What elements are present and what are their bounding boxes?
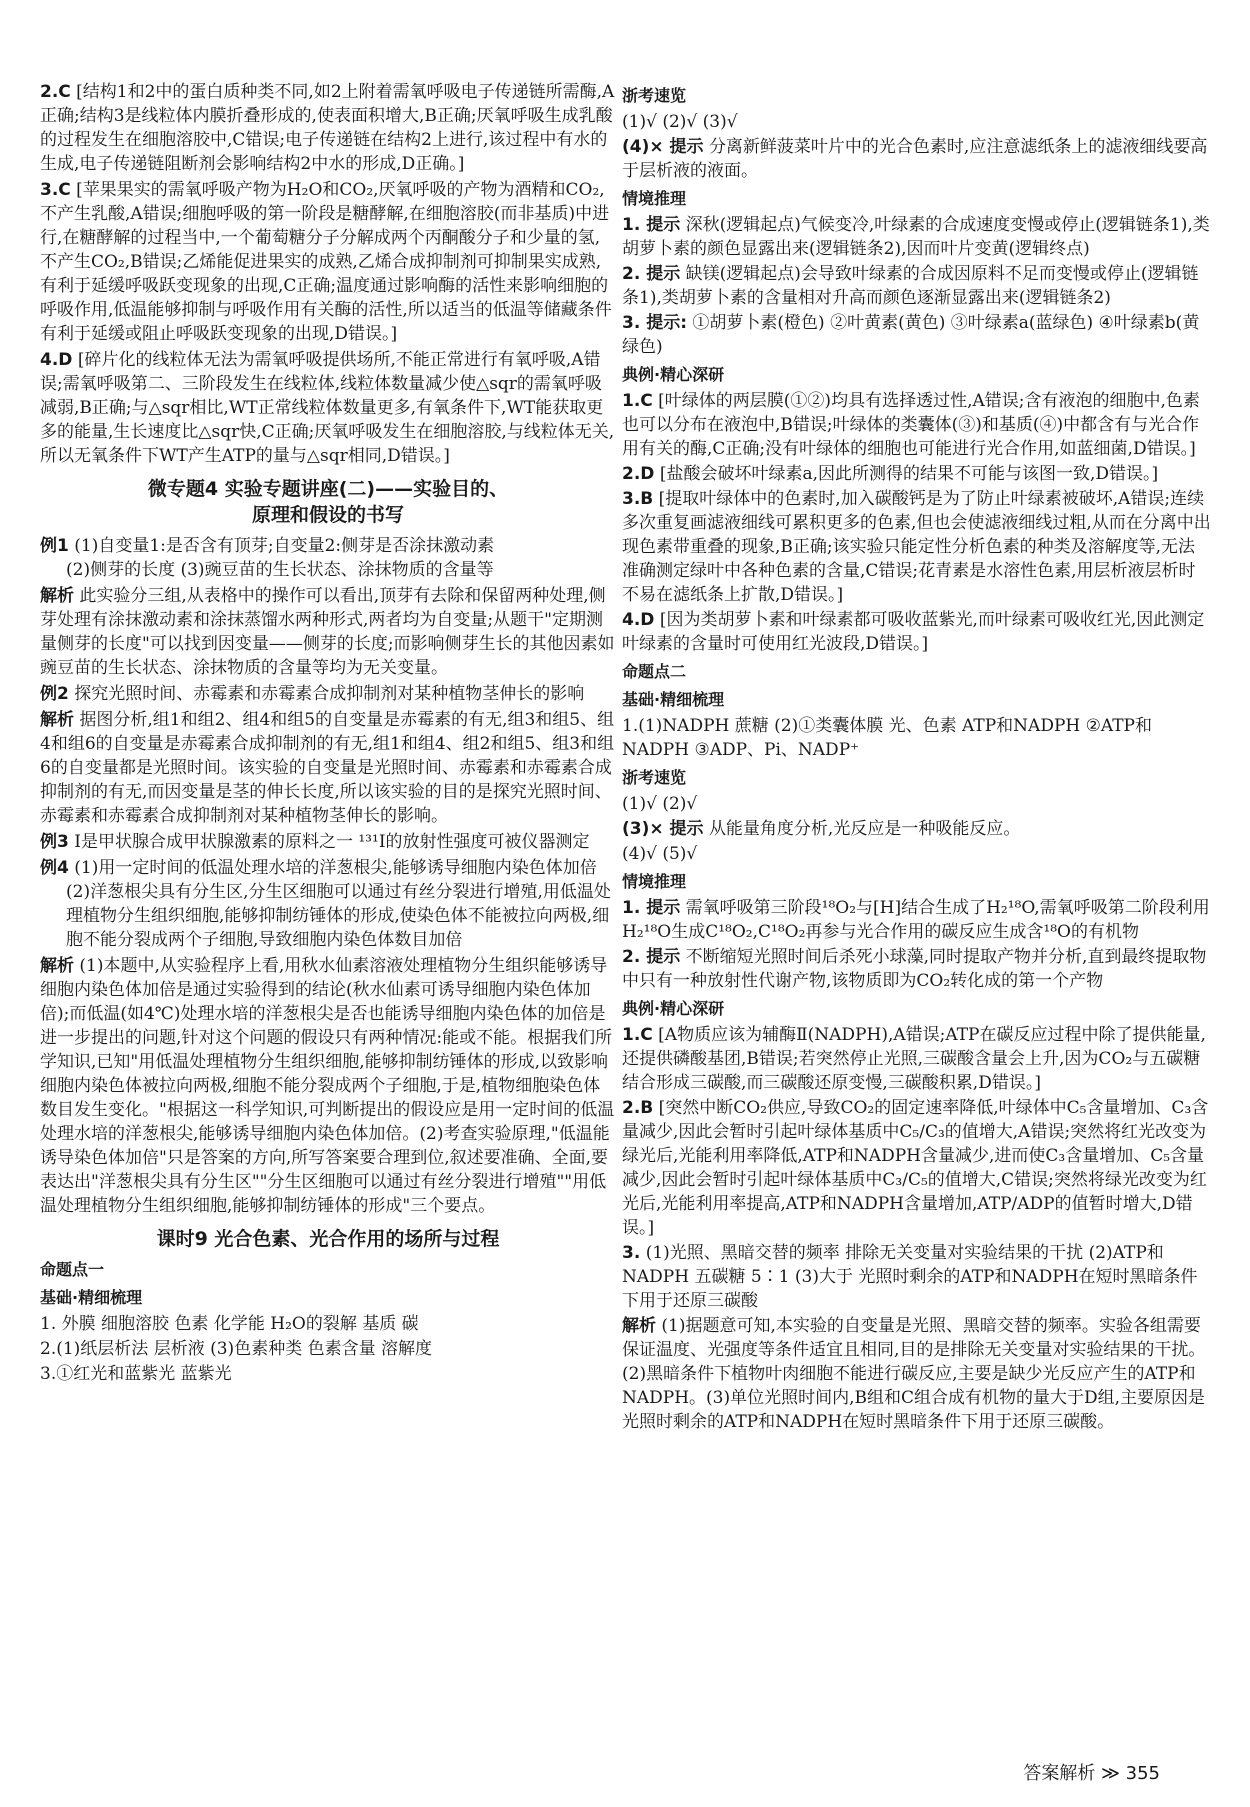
example-line: (2)侧芽的长度 (3)豌豆苗的生长状态、涂抹物质的含量等 xyxy=(66,560,494,580)
dl2-item-text: [A物质应该为辅酶Ⅱ(NADPH),A错误;ATP在碳反应过程中除了提供能量,还提供磷酸基团,B错误;若突然停止光照,三碳酸含量会上升,因为CO₂与五碳糖结合形成三碳酸,而三碳酸还原变慢,三碳酸积累,D错误。] xyxy=(622,1025,1206,1093)
zk-item-4 xyxy=(622,135,1212,183)
dl-item-num: 4.D xyxy=(622,610,655,630)
qj-item-text: ①胡萝卜素(橙色) ②叶黄素(黄色) ③叶绿素a(蓝绿色) ④叶绿素b(黄绿色) xyxy=(622,313,1200,357)
answer-item xyxy=(40,348,616,468)
dl2-item xyxy=(622,1023,1212,1095)
qj2-item-text: 需氧呼吸第三阶段¹⁸O₂与[H]结合生成了H₂¹⁸O,需氧呼吸第二阶段利用H₂¹⁸O生成C¹⁸O₂,C¹⁸O₂再参与光合作用的碳反应生成含¹⁸O的有机物 xyxy=(622,898,1210,942)
zk2-item-3 xyxy=(622,817,1212,841)
example-list xyxy=(40,534,616,1218)
example-line: (1)自变量1:是否含有顶芽;自变量2:侧芽是否涂抹激动素 xyxy=(74,536,495,556)
answer-item xyxy=(40,178,616,346)
basis-line: 1. 外膜 细胞溶胶 色素 化学能 H₂O的裂解 基质 碳 xyxy=(40,1314,419,1334)
analysis xyxy=(622,1314,1212,1434)
qj-item-text: 缺镁(逻辑起点)会导致叶绿素的合成因原料不足而变慢或停止(逻辑链条1),类胡萝卜素的含量相对升高而颜色逐渐显露出来(逻辑链条2) xyxy=(622,264,1199,308)
qj2-heading: 情境推理 xyxy=(622,872,687,891)
basis-heading: 基础·精细梳理 xyxy=(40,1288,143,1307)
qj-item-text: 深秋(逻辑起点)气候变冷,叶绿素的合成速度变慢或停止(逻辑链条1),类胡萝卜素的颜色显露出来(逻辑链条2),因而叶片变黄(逻辑终点) xyxy=(622,215,1210,259)
dl-item-text: [盐酸会破坏叶绿素a,因此所测得的结果不可能与该图一致,D错误。] xyxy=(659,464,1159,484)
dl2-item-num: 3. xyxy=(622,1243,641,1263)
answer-text: [苹果果实的需氧呼吸产物为H₂O和CO₂,厌氧呼吸的产物为酒精和CO₂,不产生乳酸,A错误;细胞呼吸的第一阶段是糖酵解,在细胞溶胶(而非基质)中进行,在糖酵解的过程当中,一个葡萄糖分子分解成两个丙酮酸分子和少量的氢,不产生CO₂,B错误;乙烯能促进果实的成熟,乙烯合成抑制剂可抑制果实成熟,有利于延缓呼吸跃变现象的出现,C正确;温度通过影响酶的活性来影响细胞的呼吸作用,低温能够抑制与呼吸作用有关酶的活性,所以适当的低温等储藏条件有利于延缓或阻止呼吸跃变现象的出现,D错误。] xyxy=(40,180,612,344)
dl-item-text: [提取叶绿体中的色素时,加入碳酸钙是为了防止叶绿素被破坏,A错误;连续多次重复画滤液细线可累积更多的色素,但也会使滤液细线过粗,从而在分离中出现色素带重叠的现象,B正确;该实验只能定性分析色素的种类及溶解度等,无法准确测定绿叶中各种色素的含量,C错误;花青素是水溶性色素,用层析液层析时不易在滤纸条上扩散,D错误。] xyxy=(622,489,1211,605)
qj-item-head: 2. 提示 xyxy=(622,264,681,284)
example-line: 探究光照时间、赤霉素和赤霉素合成抑制剂对某种植物茎伸长的影响 xyxy=(74,684,585,704)
qj2-item xyxy=(622,945,1212,993)
dl-item xyxy=(622,389,1212,461)
example-item xyxy=(40,954,616,1218)
qj-item-head: 1. 提示 xyxy=(622,215,681,235)
answer-number: 3.C xyxy=(40,180,71,200)
example-head: 解析 xyxy=(40,586,74,606)
zk2-item-head: (3)× 提示 xyxy=(622,819,704,839)
basis-line: 2.(1)纸层析法 层析液 (3)色素种类 色素含量 溶解度 xyxy=(40,1339,432,1359)
point-one-heading: 命题点一 xyxy=(40,1260,105,1279)
example-item xyxy=(40,708,616,828)
zk2-last-line: (4)√ (5)√ xyxy=(622,844,698,864)
right-column xyxy=(622,80,1212,1435)
dl-heading: 典例·精心深研 xyxy=(622,365,725,384)
zk2-heading: 浙考速览 xyxy=(622,768,687,787)
zk2-line: (1)√ (2)√ xyxy=(622,794,698,814)
zk-item-head: (4)× 提示 xyxy=(622,137,704,157)
analysis-text: (1)据题意可知,本实验的自变量是光照、黑暗交替的频率。实验各组需要保证温度、光强度等条件适宜且相同,目的是排除无关变量对实验结果的干扰。(2)黑暗条件下植物叶肉细胞不能进行碳反应,主要是缺少光反应产生的ATP和NADPH。(3)单位光照时间内,B组和C组合成有机物的量大于D组,主要原因是光照时剩余的ATP和NADPH在短时黑暗条件下用于还原三碳酸。 xyxy=(622,1316,1206,1432)
qj2-item xyxy=(622,896,1212,944)
zk2-item-text: 从能量角度分析,光反应是一种吸能反应。 xyxy=(708,819,1021,839)
micro-title-line2: 原理和假设的书写 xyxy=(251,504,404,526)
dl-item xyxy=(622,487,1212,607)
dl-item-num: 2.D xyxy=(622,464,655,484)
qj-item-head: 3. 提示: xyxy=(622,313,688,333)
basis-line: 3.①红光和蓝紫光 蓝紫光 xyxy=(40,1364,232,1384)
point-two-heading: 命题点二 xyxy=(622,662,687,681)
example-line: (1)用一定时间的低温处理水培的洋葱根尖,能够诱导细胞内染色体加倍 xyxy=(74,858,597,878)
analysis-head: 解析 xyxy=(622,1316,656,1336)
example-item xyxy=(40,830,616,854)
answer-text: [碎片化的线粒体无法为需氧呼吸提供场所,不能正常进行有氧呼吸,A错误;需氧呼吸第二、三阶段发生在线粒体,线粒体数量减少使△sqr的需氧呼吸减弱,B正确;与△sqr相比,WT正常线粒体数量更多,有氧条件下,WT能获取更多的能量,生长速度比△sqr快,C正确;厌氧呼吸发生在细胞溶胶,与线粒体无关,所以无氧条件下WT产生ATP的量与△sqr相同,D错误。] xyxy=(40,350,615,466)
answer-number: 4.D xyxy=(40,350,73,370)
qj2-item-text: 不断缩短光照时间后杀死小球藻,同时提取产物并分析,直到最终提取物中只有一种放射性代谢产物,该物质即为CO₂转化成的第一个产物 xyxy=(622,947,1207,991)
zk-item-text: 分离新鲜菠菜叶片中的光合色素时,应注意滤纸条上的滤液细线要高于层析液的液面。 xyxy=(622,137,1208,181)
qj-item xyxy=(622,311,1212,359)
example-head: 例3 xyxy=(40,832,69,852)
qj-heading: 情境推理 xyxy=(622,189,687,208)
micro-topic-title xyxy=(40,476,616,528)
example-line: (2)洋葱根尖具有分生区,分生区细胞可以通过有丝分裂进行增殖,用低温处理植物分生组织细胞,能够抑制纺锤体的形成,使染色体不能被拉向两极,细胞不能分裂成两个子细胞,导致细胞内染色体数目加倍 xyxy=(66,882,611,950)
dl2-item xyxy=(622,1241,1212,1313)
example-line: 据图分析,组1和组2、组4和组5的自变量是赤霉素的有无,组3和组5、组4和组6的自变量是赤霉素合成抑制剂的有无,组1和组4、组2和组5、组3和组6的自变量都是光照时间。该实验的自变量是光照时间、赤霉素和赤霉素合成抑制剂的有无,而因变量是茎的伸长长度,所以该实验的目的是探究光照时间、赤霉素和赤霉素合成抑制剂对某种植物茎伸长的影响。 xyxy=(40,710,615,826)
example-line: 此实验分三组,从表格中的操作可以看出,顶芽有去除和保留两种处理,侧芽处理有涂抹激动素和涂抹蒸馏水两种形式,两者均为自变量;从题干"定期测量侧芽的长度"可以找到因变量——侧芽的长度;而影响侧芽生长的其他因素如豌豆苗的生长状态、涂抹物质的含量等均为无关变量。 xyxy=(40,586,615,678)
answer-item xyxy=(40,80,616,176)
example-head: 解析 xyxy=(40,956,74,976)
dl-item-text: [因为类胡萝卜素和叶绿素都可吸收蓝紫光,而叶绿素可吸收红光,因此测定叶绿素的含量时可使用红光波段,D错误。] xyxy=(622,610,1205,654)
qj-item xyxy=(622,262,1212,310)
example-item xyxy=(40,534,616,582)
dl-item xyxy=(622,462,1212,486)
example-line: I是甲状腺合成甲状腺激素的原料之一 ¹³¹I的放射性强度可被仪器测定 xyxy=(74,832,590,852)
dl2-item-num: 1.C xyxy=(622,1025,653,1045)
zk-heading: 浙考速览 xyxy=(622,86,687,105)
dl2-item-num: 2.B xyxy=(622,1098,654,1118)
basis2-heading: 基础·精细梳理 xyxy=(622,690,725,709)
example-head: 例2 xyxy=(40,684,69,704)
dl-item-text: [叶绿体的两层膜(①②)均具有选择透过性,A错误;含有液泡的细胞中,色素也可以分布在液泡中,B错误;叶绿体的类囊体(③)和基质(④)中都含有与光合作用有关的酶,C正确;没有叶绿体的细胞也可能进行光合作用,如蓝细菌,D错误。] xyxy=(622,391,1200,459)
dl2-item-text: [突然中断CO₂供应,导致CO₂的固定速率降低,叶绿体中C₅含量增加、C₃含量减少,因此会暂时引起叶绿体基质中C₅/C₃的值增大,A错误;突然将红光改变为绿光后,光能利用率降低,ATP和NADPH含量减少,进而使C₃含量增加、C₅含量减少,因此会暂时引起叶绿体基质中C₃/C₅的值增大,C错误;突然将绿光改变为红光后,光能利用率提高,ATP和NADPH含量增加,ATP/ADP的值暂时增大,D错误。] xyxy=(622,1098,1209,1238)
micro-title-line1: 微专题4 实验专题讲座(二)——实验目的、 xyxy=(147,478,509,500)
dl2-item xyxy=(622,1096,1212,1240)
dl2-item-text: (1)光照、黑暗交替的频率 排除无关变量对实验结果的干扰 (2)ATP和NADPH 五碳糖 5∶1 (3)大于 光照时剩余的ATP和NADPH在短时黑暗条件下用于还原三碳酸 xyxy=(622,1243,1198,1311)
example-head: 解析 xyxy=(40,710,74,730)
example-head: 例4 xyxy=(40,858,69,878)
example-line: (1)本题中,从实验程序上看,用秋水仙素溶液处理植物分生组织能够诱导细胞内染色体加倍是通过实验得到的结论(秋水仙素可诱导细胞内染色体加倍);而低温(如4℃)处理水培的洋葱根尖是否也能诱导细胞内染色体的加倍是进一步提出的问题,针对这个问题的假设只有两种情况:能或不能。根据我们所学知识,已知"用低温处理植物分生组织细胞,能够抑制纺锤体的形成,以致影响细胞内染色体被拉向两极,细胞不能分裂成两个子细胞,于是,植物细胞染色体数目发生变化。"根据这一科学知识,可判断提出的假设应是用一定时间的低温处理水培的洋葱根尖,能够诱导细胞内染色体加倍。(2)考查实验原理,"低温能诱导染色体加倍"只是答案的方向,所写答案要合理到位,叙述要准确、全面,要表达出"洋葱根尖具有分生区""分生区细胞可以通过有丝分裂进行增殖""用低温处理植物分生组织细胞,能够抑制纺锤体的形成"三个要点。 xyxy=(40,956,615,1216)
qj2-item-head: 1. 提示 xyxy=(622,898,681,918)
example-item xyxy=(40,856,616,952)
answer-list-1 xyxy=(40,80,616,468)
left-column xyxy=(40,80,616,1387)
dl2-heading: 典例·精心深研 xyxy=(622,999,725,1018)
qj-item xyxy=(622,213,1212,261)
dl-item-num: 1.C xyxy=(622,391,653,411)
basis2-line: 1.(1)NADPH 蔗糖 (2)①类囊体膜 光、色素 ATP和NADPH ②ATP和NADPH ③ADP、Pi、NADP⁺ xyxy=(622,716,1152,760)
example-item xyxy=(40,584,616,680)
dl-item xyxy=(622,608,1212,656)
example-head: 例1 xyxy=(40,536,69,556)
page-footer: 答案解析 ≫ 355 xyxy=(1023,1763,1160,1784)
dl-item-num: 3.B xyxy=(622,489,654,509)
lesson-title: 课时9 光合色素、光合作用的场所与过程 xyxy=(156,1228,500,1250)
answer-text: [结构1和2中的蛋白质种类不同,如2上附着需氧呼吸电子传递链所需酶,A正确;结构3是线粒体内膜折叠形成的,使表面积增大,B正确;厌氧呼吸生成乳酸的过程发生在细胞溶胶中,C错误;电子传递链在结构2上进行,该过程中有水的生成,电子传递链阻断剂会影响结构2中水的形成,D正确。] xyxy=(40,82,615,174)
answer-number: 2.C xyxy=(40,82,71,102)
example-item xyxy=(40,682,616,706)
zk-line: (1)√ (2)√ (3)√ xyxy=(622,112,738,132)
qj2-item-head: 2. 提示 xyxy=(622,947,681,967)
